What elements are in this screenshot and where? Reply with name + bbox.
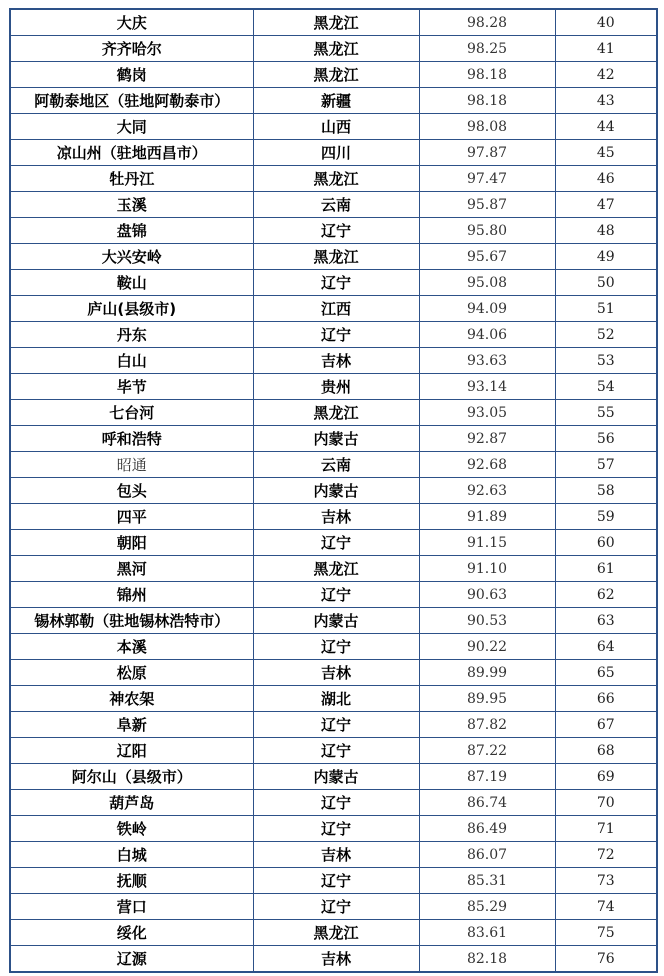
table-body: [10, 9, 657, 972]
province-cell: 辽宁: [253, 218, 419, 244]
score-cell: 87.82: [419, 712, 555, 738]
rank-cell: 63: [555, 608, 657, 634]
score-cell: 85.31: [419, 868, 555, 894]
score-cell: 87.19: [419, 764, 555, 790]
score-cell: 98.25: [419, 36, 555, 62]
province-cell: 新疆: [253, 88, 419, 114]
table-row: [10, 218, 657, 244]
table-row: [10, 270, 657, 296]
score-cell: 93.63: [419, 348, 555, 374]
table-row: [10, 166, 657, 192]
city-cell: 营口: [10, 894, 253, 920]
score-cell: 95.80: [419, 218, 555, 244]
score-cell: 95.87: [419, 192, 555, 218]
city-cell: 阿尔山（县级市）: [10, 764, 253, 790]
province-cell: 吉林: [253, 946, 419, 973]
province-cell: 辽宁: [253, 894, 419, 920]
rank-cell: 64: [555, 634, 657, 660]
table-row: [10, 556, 657, 582]
city-cell: 呼和浩特: [10, 426, 253, 452]
province-cell: 辽宁: [253, 582, 419, 608]
rank-cell: 62: [555, 582, 657, 608]
table-row: [10, 530, 657, 556]
rank-cell: 47: [555, 192, 657, 218]
province-cell: 吉林: [253, 842, 419, 868]
rank-cell: 55: [555, 400, 657, 426]
city-cell: 辽阳: [10, 738, 253, 764]
city-cell: 白山: [10, 348, 253, 374]
city-cell: 毕节: [10, 374, 253, 400]
table-row: [10, 868, 657, 894]
score-cell: 98.18: [419, 88, 555, 114]
table-row: [10, 452, 657, 478]
city-cell: 松原: [10, 660, 253, 686]
rank-cell: 54: [555, 374, 657, 400]
province-cell: 黑龙江: [253, 36, 419, 62]
city-cell: 葫芦岛: [10, 790, 253, 816]
table-row: [10, 790, 657, 816]
province-cell: 黑龙江: [253, 556, 419, 582]
table-row: [10, 764, 657, 790]
rank-cell: 75: [555, 920, 657, 946]
city-cell: 盘锦: [10, 218, 253, 244]
score-cell: 82.18: [419, 946, 555, 973]
score-cell: 90.53: [419, 608, 555, 634]
city-cell: 抚顺: [10, 868, 253, 894]
table-row: [10, 62, 657, 88]
rank-cell: 72: [555, 842, 657, 868]
city-cell: 齐齐哈尔: [10, 36, 253, 62]
score-cell: 90.22: [419, 634, 555, 660]
province-cell: 黑龙江: [253, 62, 419, 88]
table-row: [10, 738, 657, 764]
score-cell: 97.47: [419, 166, 555, 192]
rank-cell: 58: [555, 478, 657, 504]
table-row: [10, 842, 657, 868]
city-cell: 大庆: [10, 9, 253, 36]
table-row: [10, 946, 657, 973]
province-cell: 辽宁: [253, 712, 419, 738]
table-row: [10, 244, 657, 270]
score-cell: 86.74: [419, 790, 555, 816]
city-cell: 黑河: [10, 556, 253, 582]
score-cell: 90.63: [419, 582, 555, 608]
province-cell: 辽宁: [253, 790, 419, 816]
table-row: [10, 634, 657, 660]
score-cell: 95.67: [419, 244, 555, 270]
score-cell: 89.99: [419, 660, 555, 686]
province-cell: 黑龙江: [253, 244, 419, 270]
rank-cell: 66: [555, 686, 657, 712]
table-row: [10, 114, 657, 140]
table-row: [10, 816, 657, 842]
province-cell: 辽宁: [253, 322, 419, 348]
city-cell: 鞍山: [10, 270, 253, 296]
ranking-table: [9, 8, 658, 973]
city-cell: 昭通: [10, 452, 253, 478]
rank-cell: 44: [555, 114, 657, 140]
province-cell: 贵州: [253, 374, 419, 400]
province-cell: 黑龙江: [253, 920, 419, 946]
province-cell: 吉林: [253, 660, 419, 686]
table-row: [10, 894, 657, 920]
city-cell: 牡丹江: [10, 166, 253, 192]
score-cell: 92.68: [419, 452, 555, 478]
province-cell: 辽宁: [253, 270, 419, 296]
score-cell: 98.18: [419, 62, 555, 88]
city-cell: 大兴安岭: [10, 244, 253, 270]
city-cell: 辽源: [10, 946, 253, 973]
city-cell: 神农架: [10, 686, 253, 712]
city-cell: 丹东: [10, 322, 253, 348]
rank-cell: 71: [555, 816, 657, 842]
province-cell: 内蒙古: [253, 608, 419, 634]
province-cell: 吉林: [253, 348, 419, 374]
score-cell: 85.29: [419, 894, 555, 920]
rank-cell: 50: [555, 270, 657, 296]
score-cell: 98.28: [419, 9, 555, 36]
score-cell: 91.10: [419, 556, 555, 582]
rank-cell: 59: [555, 504, 657, 530]
score-cell: 86.49: [419, 816, 555, 842]
rank-cell: 65: [555, 660, 657, 686]
score-cell: 92.87: [419, 426, 555, 452]
rank-cell: 76: [555, 946, 657, 973]
province-cell: 江西: [253, 296, 419, 322]
score-cell: 87.22: [419, 738, 555, 764]
city-cell: 包头: [10, 478, 253, 504]
table-row: [10, 504, 657, 530]
table-row: [10, 920, 657, 946]
province-cell: 四川: [253, 140, 419, 166]
province-cell: 辽宁: [253, 738, 419, 764]
city-cell: 锡林郭勒（驻地锡林浩特市）: [10, 608, 253, 634]
rank-cell: 52: [555, 322, 657, 348]
rank-cell: 57: [555, 452, 657, 478]
city-cell: 凉山州（驻地西昌市）: [10, 140, 253, 166]
rank-cell: 60: [555, 530, 657, 556]
city-cell: 庐山(县级市): [10, 296, 253, 322]
table-row: [10, 660, 657, 686]
rank-cell: 42: [555, 62, 657, 88]
table-row: [10, 400, 657, 426]
province-cell: 辽宁: [253, 634, 419, 660]
rank-cell: 73: [555, 868, 657, 894]
province-cell: 内蒙古: [253, 478, 419, 504]
city-cell: 白城: [10, 842, 253, 868]
score-cell: 95.08: [419, 270, 555, 296]
city-cell: 四平: [10, 504, 253, 530]
table-row: [10, 140, 657, 166]
score-cell: 94.09: [419, 296, 555, 322]
province-cell: 湖北: [253, 686, 419, 712]
table-row: [10, 478, 657, 504]
table-row: [10, 686, 657, 712]
rank-cell: 53: [555, 348, 657, 374]
province-cell: 黑龙江: [253, 400, 419, 426]
score-cell: 93.14: [419, 374, 555, 400]
province-cell: 山西: [253, 114, 419, 140]
rank-cell: 61: [555, 556, 657, 582]
score-cell: 98.08: [419, 114, 555, 140]
table-row: [10, 296, 657, 322]
city-cell: 锦州: [10, 582, 253, 608]
table-row: [10, 348, 657, 374]
province-cell: 辽宁: [253, 530, 419, 556]
city-cell: 七台河: [10, 400, 253, 426]
rank-cell: 67: [555, 712, 657, 738]
province-cell: 云南: [253, 192, 419, 218]
province-cell: 辽宁: [253, 868, 419, 894]
city-cell: 朝阳: [10, 530, 253, 556]
city-cell: 阜新: [10, 712, 253, 738]
rank-cell: 48: [555, 218, 657, 244]
table-row: [10, 88, 657, 114]
province-cell: 内蒙古: [253, 426, 419, 452]
province-cell: 内蒙古: [253, 764, 419, 790]
rank-cell: 45: [555, 140, 657, 166]
rank-cell: 46: [555, 166, 657, 192]
rank-cell: 74: [555, 894, 657, 920]
city-cell: 大同: [10, 114, 253, 140]
table-row: [10, 36, 657, 62]
table-row: [10, 374, 657, 400]
province-cell: 黑龙江: [253, 166, 419, 192]
rank-cell: 69: [555, 764, 657, 790]
table-row: [10, 322, 657, 348]
rank-cell: 56: [555, 426, 657, 452]
score-cell: 97.87: [419, 140, 555, 166]
table-row: [10, 712, 657, 738]
rank-cell: 68: [555, 738, 657, 764]
city-cell: 绥化: [10, 920, 253, 946]
score-cell: 91.89: [419, 504, 555, 530]
ranking-table-container: [9, 8, 656, 970]
rank-cell: 40: [555, 9, 657, 36]
rank-cell: 41: [555, 36, 657, 62]
rank-cell: 70: [555, 790, 657, 816]
province-cell: 辽宁: [253, 816, 419, 842]
rank-cell: 43: [555, 88, 657, 114]
score-cell: 92.63: [419, 478, 555, 504]
city-cell: 玉溪: [10, 192, 253, 218]
province-cell: 云南: [253, 452, 419, 478]
province-cell: 吉林: [253, 504, 419, 530]
table-row: [10, 582, 657, 608]
rank-cell: 49: [555, 244, 657, 270]
score-cell: 94.06: [419, 322, 555, 348]
table-row: [10, 192, 657, 218]
city-cell: 本溪: [10, 634, 253, 660]
rank-cell: 51: [555, 296, 657, 322]
score-cell: 89.95: [419, 686, 555, 712]
table-row: [10, 9, 657, 36]
score-cell: 93.05: [419, 400, 555, 426]
score-cell: 91.15: [419, 530, 555, 556]
city-cell: 阿勒泰地区（驻地阿勒泰市）: [10, 88, 253, 114]
city-cell: 鹤岗: [10, 62, 253, 88]
score-cell: 86.07: [419, 842, 555, 868]
table-row: [10, 608, 657, 634]
province-cell: 黑龙江: [253, 9, 419, 36]
city-cell: 铁岭: [10, 816, 253, 842]
table-row: [10, 426, 657, 452]
score-cell: 83.61: [419, 920, 555, 946]
